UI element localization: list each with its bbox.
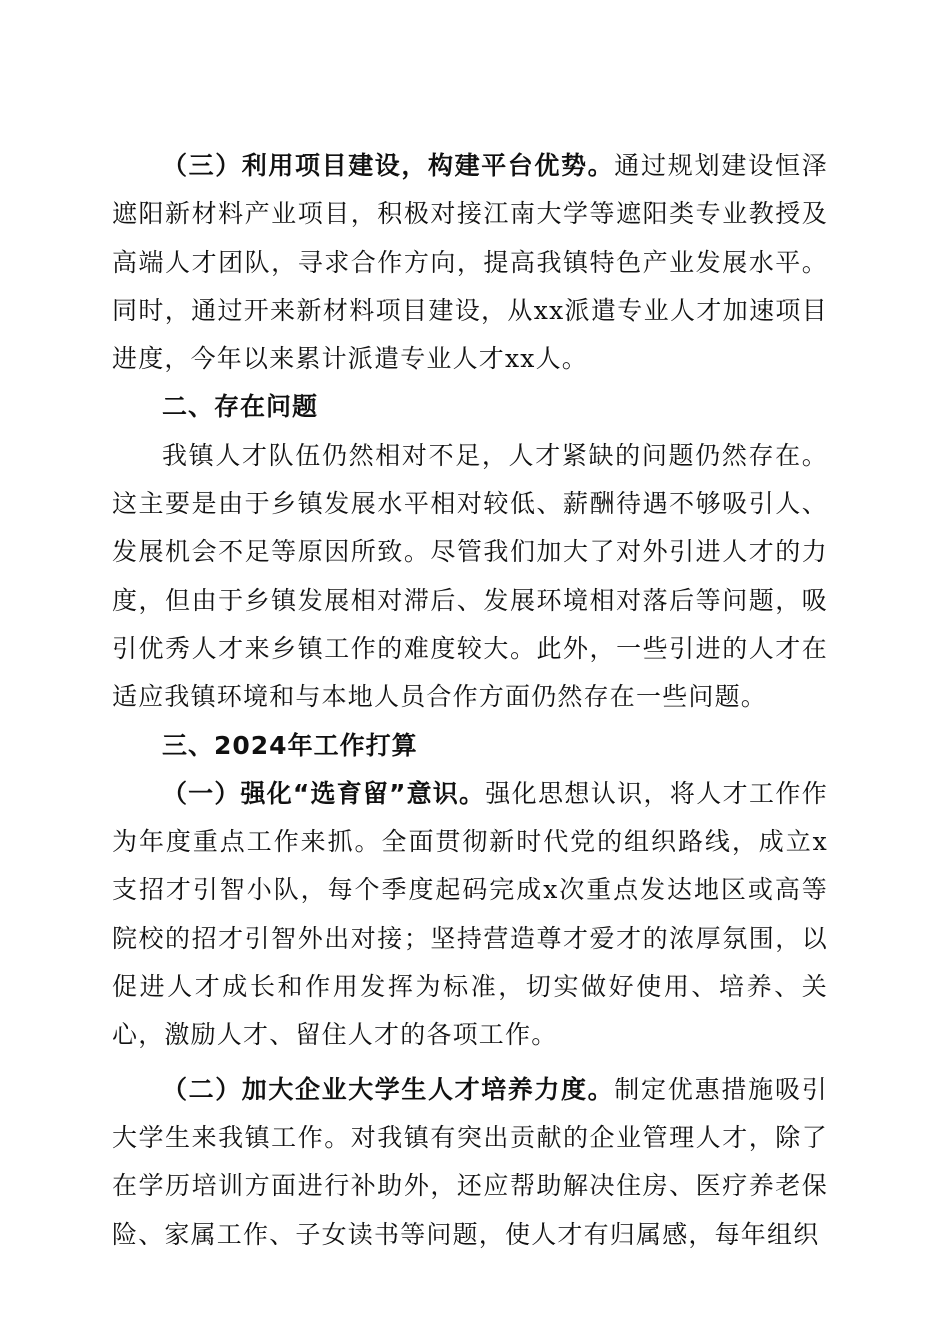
paragraph-text: 制定优惠措施吸引大学生来我镇工作。对我镇有突出贡献的企业管理人才，除了在学历培训方面进行补助外，还应帮助解决住房、医疗养老保险、家属工作、子女读书等问题，使人才有归属感，每年组织 — [112, 1074, 828, 1249]
paragraph-strengthen-awareness — [112, 770, 828, 1060]
section-heading-2024-plan: 三、2024年工作打算 — [162, 730, 418, 760]
paragraph-text: 强化思想认识，将人才工作作为年度重点工作来抓。全面贯彻新时代党的组织路线，成立x支招才引智小队，每个季度起码完成x次重点发达地区或高等院校的招才引智外出对接；坚持营造尊才爱才的浓厚氛围，以促进人才成长和作用发挥为标准，切实做好使用、培养、关心，激励人才、留住人才的各项工作。 — [112, 778, 828, 1050]
paragraph-text: 通过规划建设恒泽遮阳新材料产业项目，积极对接江南大学等遮阳类专业教授及高端人才团队，寻求合作方向，提高我镇特色产业发展水平。同时，通过开来新材料项目建设，从xx派遣专业人才加速项目进度，今年以来累计派遣专业人才xx人。 — [112, 151, 828, 374]
section-heading-problems: 二、存在问题 — [162, 392, 319, 422]
paragraph-student-talent-training — [112, 1066, 828, 1259]
document-body — [112, 142, 828, 1259]
paragraph-lead-title: （三）利用项目建设，构建平台优势。 — [162, 151, 615, 180]
paragraph-lead-title: （二）加大企业大学生人才培养力度。 — [162, 1074, 615, 1104]
paragraph-lead-title: （一）强化“选育留”意识。 — [162, 778, 486, 808]
paragraph-problems: 我镇人才队伍仍然相对不足，人才紧缺的问题仍然存在。这主要是由于乡镇发展水平相对较低、薪酬待遇不够吸引人、发展机会不足等原因所致。尽管我们加大了对外引进人才的力度，但由于乡镇发展相对滞后、发展环境相对落后等问题，吸引优秀人才来乡镇工作的难度较大。此外，一些引进的人才在适应我镇环境和与本地人员合作方面仍然存在一些问题。 — [112, 440, 828, 712]
paragraph-platform-advantage — [112, 142, 828, 383]
